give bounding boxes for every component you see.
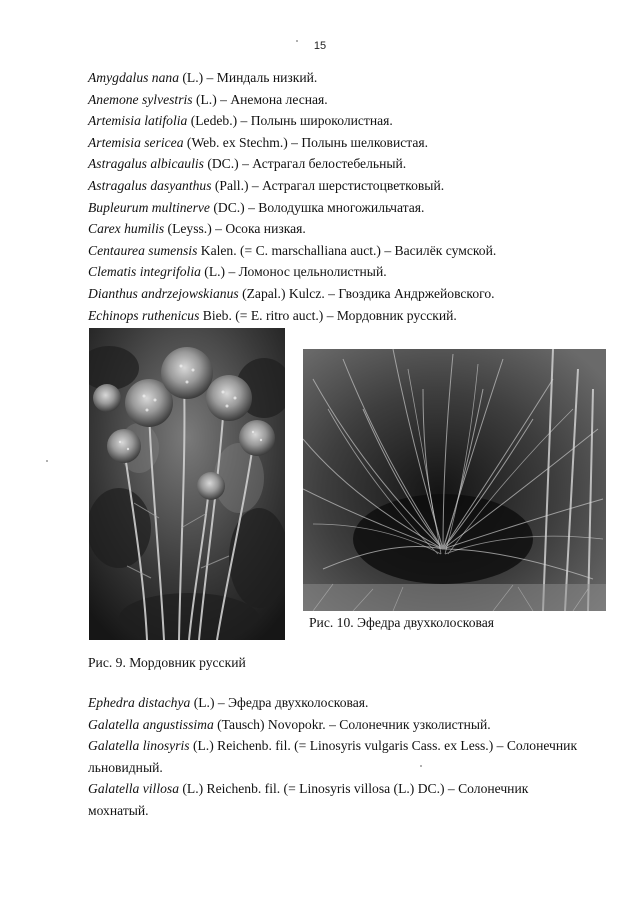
entry-details: (DC.) – Астрагал белостебельный. [203, 156, 407, 172]
list-item [88, 305, 588, 327]
entry-details: (L.) Reichenb. fil. (= Linosyris villosa (L.) DC.) – Солонечник мохнатый. [88, 781, 529, 818]
scan-speck [46, 460, 48, 462]
entry-details: (DC.) – Володушка многожильчатая. [209, 199, 425, 215]
list-item [88, 692, 588, 714]
entry-details: (Tausch) Novopokr. – Солонечник узколистный. [213, 716, 491, 732]
list-item [88, 778, 588, 821]
latin-name: Dianthus andrzejowskianus [88, 285, 239, 301]
list-item [88, 218, 588, 240]
latin-name: Clematis integrifolia [88, 264, 201, 280]
entry-details: Bieb. (= E. ritro auct.) – Мордовник русский. [199, 307, 457, 323]
figure-10-caption: Рис. 10. Эфедра двухколосковая [309, 615, 495, 630]
entry-details: (Web. ex Stechm.) – Полынь шелковистая. [183, 134, 429, 150]
list-item [88, 735, 588, 778]
scan-speck [296, 40, 298, 42]
latin-name: Galatella angustissima [88, 716, 214, 732]
latin-name: Artemisia sericea [88, 134, 184, 150]
list-item [88, 240, 588, 262]
list-item [88, 261, 588, 283]
latin-name: Centaurea sumensis [88, 242, 198, 258]
latin-name: Ephedra distachya [88, 695, 191, 710]
scan-speck [420, 765, 422, 767]
list-item [88, 714, 588, 736]
entry-details: (L.) – Ломонос цельнолистный. [200, 264, 387, 280]
entry-details: (L.) – Эфедра двухколосковая. [190, 695, 369, 710]
list-item [88, 283, 588, 305]
list-item [88, 175, 588, 197]
latin-name: Galatella villosa [88, 781, 179, 797]
latin-name: Anemone sylvestris [88, 91, 193, 107]
latin-name: Echinops ruthenicus [88, 307, 200, 323]
entry-details: (L.) – Анемона лесная. [192, 91, 328, 107]
species-list-bottom [88, 692, 588, 822]
latin-name: Artemisia latifolia [88, 113, 188, 129]
list-item [88, 197, 588, 219]
figure-9-photo [89, 328, 285, 640]
entry-details: (Zapal.) Kulcz. – Гвоздика Андржейовского. [238, 285, 495, 301]
species-list-top [88, 67, 588, 326]
list-item [88, 89, 588, 111]
list-item [88, 153, 588, 175]
entry-details: (L.) Reichenb. fil. (= Linosyris vulgaris Cass. ex Less.) – Солонечник льновидный. [88, 738, 578, 775]
latin-name: Bupleurum multinerve [88, 199, 210, 215]
latin-name: Astragalus albicaulis [88, 156, 204, 172]
latin-name: Amygdalus nana [88, 70, 179, 85]
entry-details: (L.) – Миндаль низкий. [179, 70, 318, 85]
entry-details: Kalen. (= C. marschalliana auct.) – Василёк сумской. [197, 242, 497, 258]
entry-details: (Ledeb.) – Полынь широколистная. [187, 113, 393, 129]
list-item [88, 110, 588, 132]
list-item [88, 67, 588, 89]
latin-name: Astragalus dasyanthus [88, 177, 212, 193]
figure-10-photo [303, 349, 606, 611]
page-number: 15 [313, 40, 327, 52]
latin-name: Carex humilis [88, 221, 165, 237]
figure-9-caption: Рис. 9. Мордовник русский [88, 655, 246, 670]
entry-details: (Leyss.) – Осока низкая. [164, 221, 306, 237]
list-item [88, 132, 588, 154]
latin-name: Galatella linosyris [88, 738, 190, 754]
entry-details: (Pall.) – Астрагал шерстистоцветковый. [211, 177, 445, 193]
